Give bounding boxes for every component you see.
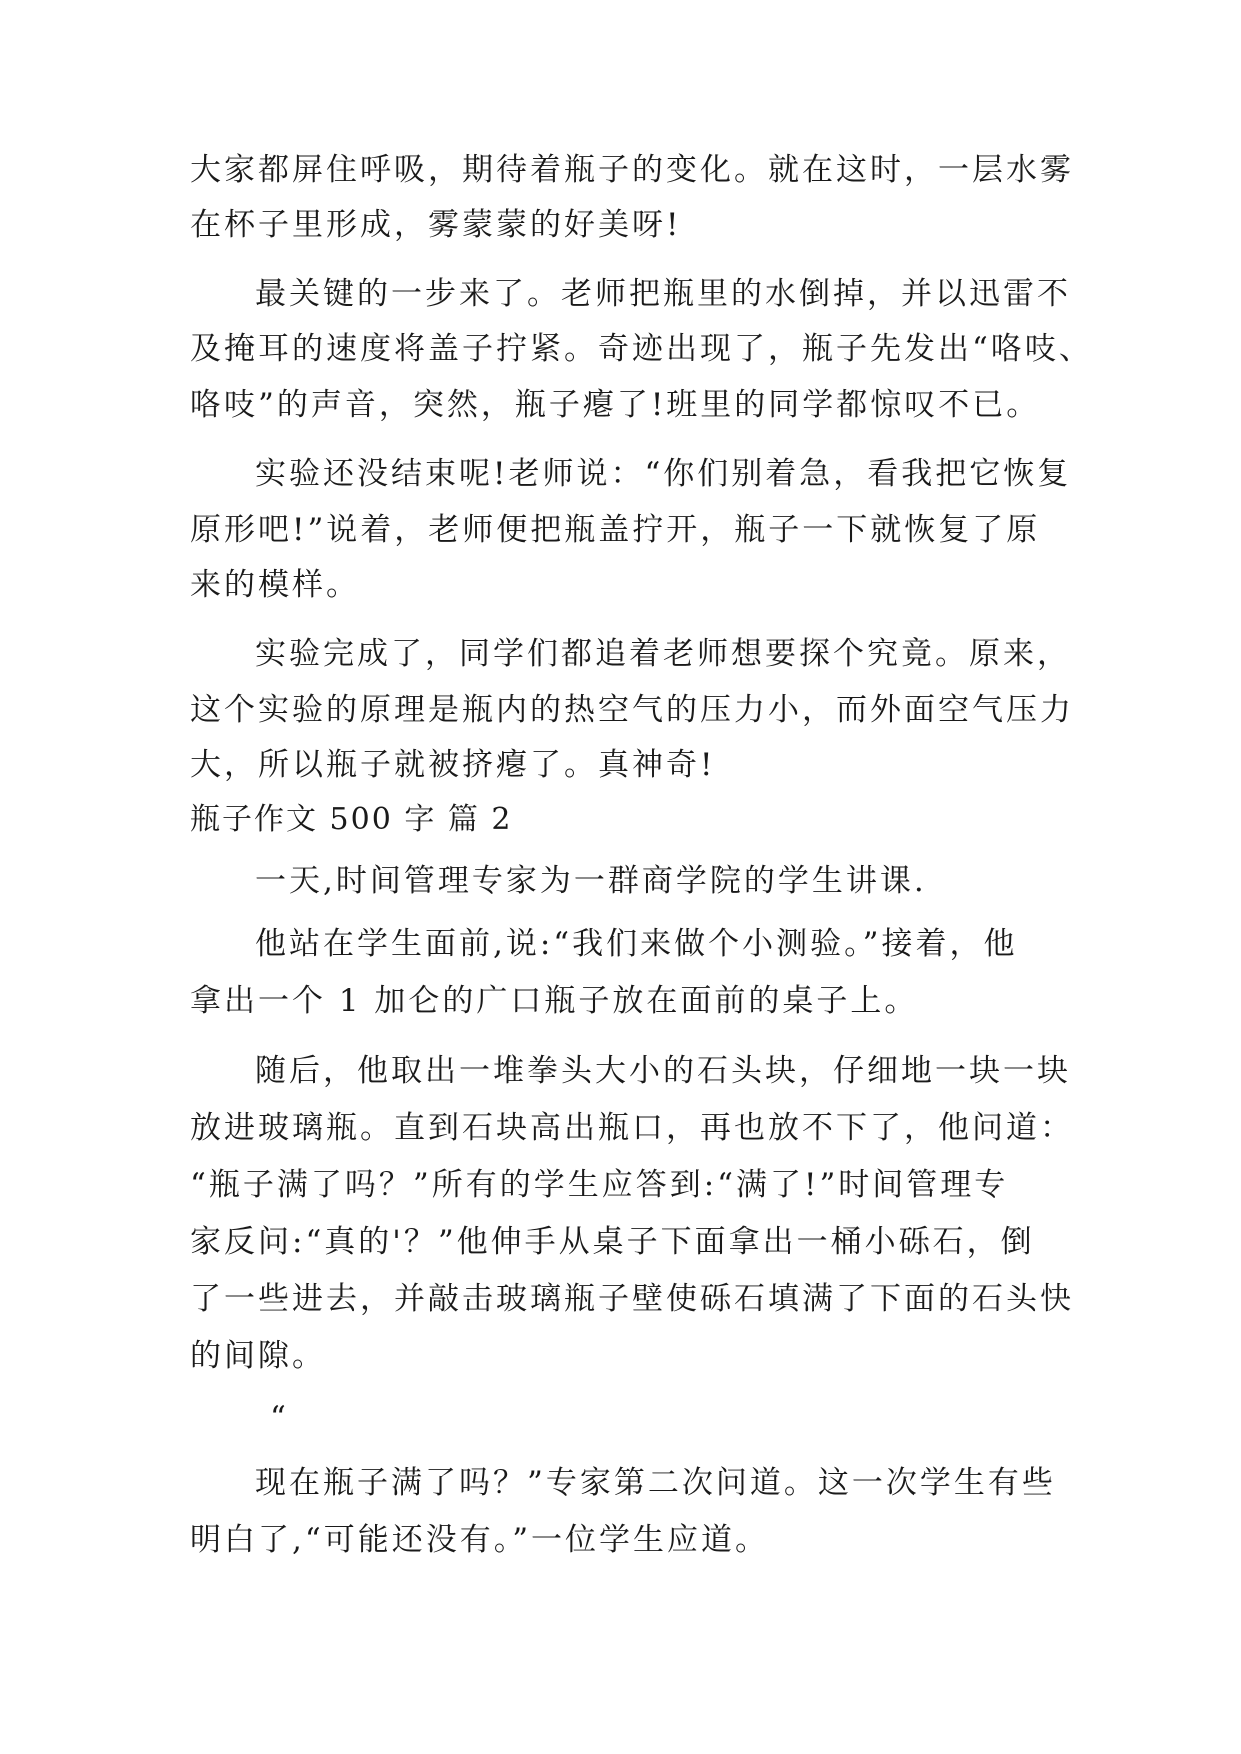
open-quote-mark: “: [270, 1400, 289, 1436]
text-line: 咯吱”的声音，突然，瓶子瘪了!班里的同学都惊叹不已。: [190, 387, 1041, 423]
text-line: 及掩耳的速度将盖子拧紧。奇迹出现了，瓶子先发出“咯吱、: [190, 331, 1093, 367]
text-line: 一天,时间管理专家为一群商学院的学生讲课.: [255, 863, 927, 899]
text-line: 了一些进去，并敲击玻璃瓶子壁使砾石填满了下面的石头快: [190, 1281, 1074, 1317]
text-line: 这个实验的原理是瓶内的热空气的压力小，而外面空气压力: [190, 692, 1074, 728]
text-line: 大，所以瓶子就被挤瘪了。真神奇!: [190, 747, 716, 783]
text-line: 拿出一个 1 加仑的广口瓶子放在面前的桌子上。: [190, 983, 919, 1019]
text-line: 的间隙。: [190, 1338, 326, 1374]
text-line: 随后，他取出一堆拳头大小的石头块，仔细地一块一块: [255, 1053, 1071, 1089]
text-line: 现在瓶子满了吗？”专家第二次问道。这一次学生有些: [255, 1465, 1056, 1501]
text-line: 家反问:“真的'？”他伸手从桌子下面拿出一桶小砾石，倒: [190, 1224, 1035, 1260]
text-line: 明白了,“可能还没有。”一位学生应道。: [190, 1522, 770, 1558]
text-line: 大家都屏住呼吸，期待着瓶子的变化。就在这时，一层水雾: [190, 152, 1074, 188]
text-line: 在杯子里形成，雾蒙蒙的好美呀!: [190, 207, 682, 243]
text-line: 来的模样。: [190, 567, 360, 603]
text-line: 原形吧!”说着，老师便把瓶盖拧开，瓶子一下就恢复了原: [190, 512, 1041, 548]
text-line: 最关键的一步来了。老师把瓶里的水倒掉，并以迅雷不: [255, 276, 1071, 312]
section-heading: 瓶子作文 500 字 篇 2: [190, 802, 513, 837]
text-line: “瓶子满了吗？”所有的学生应答到:“满了!”时间管理专: [190, 1167, 1009, 1203]
text-line: 他站在学生面前,说:“我们来做个小测验。”接着，他: [255, 926, 1018, 962]
text-line: 放进玻璃瓶。直到石块高出瓶口，再也放不下了，他问道：: [190, 1110, 1074, 1146]
text-line: 实验还没结束呢!老师说：“你们别着急，看我把它恢复: [255, 456, 1072, 492]
text-line: 实验完成了，同学们都追着老师想要探个究竟。原来，: [255, 636, 1071, 672]
